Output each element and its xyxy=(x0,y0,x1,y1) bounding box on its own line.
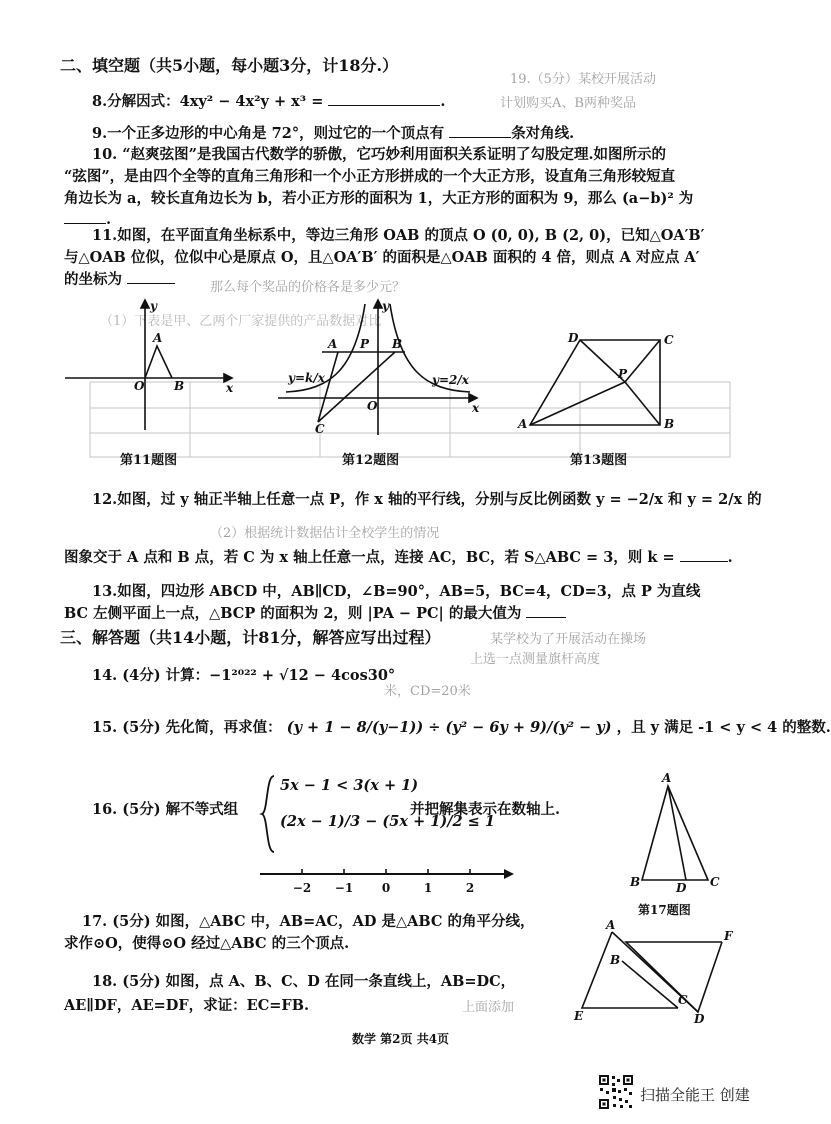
f18-label-A: A xyxy=(606,918,616,932)
q13-answer-blank[interactable] xyxy=(526,617,566,618)
f11-label-y: y xyxy=(150,299,157,313)
f13-label-P: P xyxy=(618,367,628,381)
q16-inequality-2: (2x − 1)/3 − (5x + 1)/2 ≤ 1 xyxy=(280,813,495,830)
f13-label-A: A xyxy=(518,417,528,431)
number-line[interactable] xyxy=(258,862,518,898)
f11-label-x: x xyxy=(226,381,234,395)
bleed-through: 那么每个奖品的价格各是多少元？ xyxy=(210,280,406,295)
q9: 9.一个正多边形的中心角是 72°，则过它的一个顶点有 条对角线. xyxy=(92,125,575,142)
q8-text: 8.分解因式：4xy² − 4x²y + x³ = xyxy=(92,93,324,110)
f18-label-C: C xyxy=(678,993,688,1007)
section2-title: 二、填空题（共5小题，每小题3分，计18分.） xyxy=(60,56,399,75)
q12-answer-blank[interactable] xyxy=(680,561,728,562)
q11-answer-blank[interactable] xyxy=(127,283,175,284)
numberline-tick: 2 xyxy=(465,881,475,895)
f18-label-F: F xyxy=(724,929,733,943)
bleed-through: 上面添加 xyxy=(462,1000,515,1015)
f17-label-D: D xyxy=(676,881,687,895)
q15: 15. (5分) 先化简，再求值： (y + 1 − 8/(y−1)) ÷ (y² − 6y + 9)/(y² − y) ，且 y 满足 -1 < y < 4 的整数. xyxy=(92,719,831,736)
q10-line2: “弦图”，是由四个全等的直角三角形和一个小正方形拼成的一个大正方形，设直角三角形较短直 xyxy=(64,168,676,185)
f11-label-B: B xyxy=(174,379,185,393)
f12-label-kx: y=k/x xyxy=(288,371,325,385)
f17-label-B: B xyxy=(630,875,641,889)
f11-label-O: O xyxy=(134,379,145,393)
f18-label-B: B xyxy=(610,953,621,967)
f12-label-y: y xyxy=(382,299,389,313)
section3-title: 三、解答题（共14小题，计81分，解答应写出过程） xyxy=(60,628,441,647)
f12-label-B: B xyxy=(392,337,403,351)
f12-caption: 第12题图 xyxy=(342,453,400,468)
figure-18 xyxy=(570,920,740,1024)
bleed-through: 计划购买A、B两种奖品 xyxy=(500,96,636,111)
f12-label-C: C xyxy=(315,422,325,436)
f12-label-2x: y=2/x xyxy=(432,373,469,387)
q11-line1: 11.如图，在平面直角坐标系中，等边三角形 OAB 的顶点 O (0, 0), B (2, 0)，已知△OA′B′ xyxy=(92,227,705,244)
q12-line1: 12.如图，过 y 轴正半轴上任意一点 P，作 x 轴的平行线，分别与反比例函数 y = −2/x 和 y = 2/x 的 xyxy=(92,491,762,508)
numberline-tick: −1 xyxy=(334,881,354,895)
q18-line1: 18. (5分) 如图，点 A、B、C、D 在同一条直线上，AB=DC， xyxy=(92,973,516,990)
q8-answer-blank[interactable] xyxy=(328,105,440,106)
f12-label-P: P xyxy=(360,337,370,351)
q10-line1: 10. “赵爽弦图”是我国古代数学的骄傲，它巧妙利用面积关系证明了勾股定理.如图所示的 xyxy=(92,146,666,163)
q16-inequality-1: 5x − 1 < 3(x + 1) xyxy=(280,777,419,794)
q9-answer-blank[interactable] xyxy=(449,137,511,138)
q8: 8.分解因式：4xy² − 4x²y + x³ = . xyxy=(92,93,446,110)
f17-caption: 第17题图 xyxy=(638,903,691,917)
q17-line2: 求作⊙O，使得⊙O 经过△ABC 的三个顶点. xyxy=(64,935,350,952)
q9-text: 9.一个正多边形的中心角是 72°，则过它的一个顶点有 xyxy=(92,125,445,142)
q18-line2: AE∥DF，AE=DF，求证：EC=FB. xyxy=(64,997,310,1014)
f13-caption: 第13题图 xyxy=(570,453,628,468)
f18-label-E: E xyxy=(574,1009,584,1023)
f11-caption: 第11题图 xyxy=(120,453,178,468)
f13-label-D: D xyxy=(568,331,579,345)
scanner-brand: 扫描全能王 创建 xyxy=(640,1086,750,1104)
q13-line1: 13.如图，四边形 ABCD 中，AB∥CD，∠B=90°，AB=5，BC=4，CD=3，点 P 为直线 xyxy=(92,583,701,600)
bleed-through: （2）根据统计数据估计全校学生的情况 xyxy=(210,526,440,541)
f18-label-D: D xyxy=(694,1012,705,1026)
q12-line2: 图象交于 A 点和 B 点，若 C 为 x 轴上任意一点，连接 AC，BC，若 S△ABC = 3，则 k = . xyxy=(64,549,733,566)
q15-expression: (y + 1 − 8/(y−1)) ÷ (y² − 6y + 9)/(y² − y) xyxy=(286,719,612,736)
qr-code-icon xyxy=(598,1074,634,1110)
f17-label-A: A xyxy=(662,771,672,785)
q11-line3: 的坐标为 xyxy=(64,270,175,290)
numberline-tick: 1 xyxy=(423,881,433,895)
q16-suffix: 并把解集表示在数轴上. xyxy=(410,801,561,818)
figure-17 xyxy=(616,770,726,920)
f17-label-C: C xyxy=(710,875,720,889)
q10-answer: . xyxy=(64,210,111,230)
bleed-through: 某学校为了开展活动在操场 xyxy=(490,632,647,647)
q10-line3: 角边长为 a，较长直角边长为 b，若小正方形的面积为 1，大正方形的面积为 9，那么 (a−b)² 为 xyxy=(64,190,694,207)
q10-answer-blank[interactable] xyxy=(64,223,106,224)
numberline-tick: −2 xyxy=(292,881,312,895)
numberline-tick: 0 xyxy=(381,881,391,895)
f11-label-A: A xyxy=(153,331,163,345)
bleed-through: 19.（5分）某校开展活动 xyxy=(510,72,656,87)
f12-label-A: A xyxy=(328,337,338,351)
page-number: 数学 第2页 共4页 xyxy=(352,1032,450,1046)
q17-line1: 17. (5分) 如图，△ABC 中，AB=AC，AD 是△ABC 的角平分线， xyxy=(82,913,535,930)
q11-line2: 与△OAB 位似，位似中心是原点 O，且△OA′B′ 的面积是△OAB 面积的 4 倍，则点 A 对应点 A′ xyxy=(64,249,700,266)
f13-label-C: C xyxy=(664,333,674,347)
figures-band xyxy=(60,300,760,475)
f12-label-O: O xyxy=(367,399,378,413)
svg-text:（1）下表是甲、乙两个厂家提供的产品数据对比: （1）下表是甲、乙两个厂家提供的产品数据对比 xyxy=(100,314,382,329)
q14: 14. (4分) 计算：−1²⁰²² + √12 − 4cos30° xyxy=(92,667,396,684)
bleed-through: 上选一点测量旗杆高度 xyxy=(470,652,601,667)
q13-line2: BC 左侧平面上一点，△BCP 的面积为 2，则 |PA − PC| 的最大值为 xyxy=(64,604,566,624)
q16-prefix: 16. (5分) 解不等式组 xyxy=(92,801,239,818)
bleed-through: 米，CD=20米 xyxy=(384,684,471,699)
f13-label-B: B xyxy=(664,417,675,431)
f12-label-x: x xyxy=(472,401,480,415)
